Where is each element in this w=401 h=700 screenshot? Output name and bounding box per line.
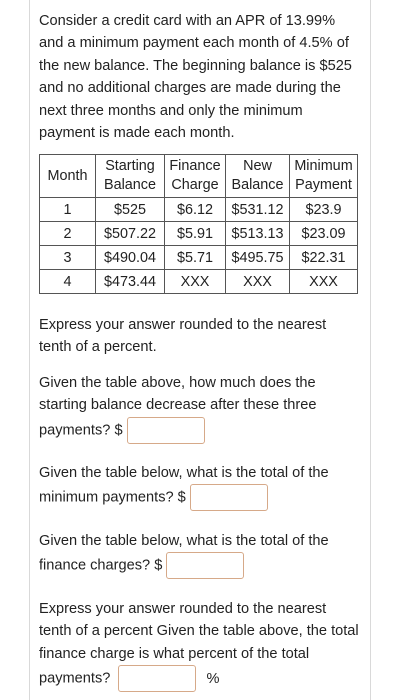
problem-intro: Consider a credit card with an APR of 13.99% and a minimum payment each month of 4.5% of the new balance. The beginning balance is $525 and no additional charges are made during the next three months and only the minimum payment is made each month. <box>39 13 352 142</box>
percent-sign: % <box>206 670 220 687</box>
question-text: Express your answer rounded to the nearest tenth of a percent Given the table above, the total finance charge is what percent of the total payments? <box>39 601 359 687</box>
header-finance-charge: Finance Charge <box>165 155 226 198</box>
table-row <box>40 198 358 222</box>
question-finance-percent <box>39 598 359 692</box>
table-cell: $23.9 <box>290 198 358 222</box>
question-minimum-payments <box>39 462 359 511</box>
header-new-balance: New Balance <box>226 155 290 198</box>
table-cell: $507.22 <box>96 222 165 246</box>
table-cell: $6.12 <box>165 198 226 222</box>
table-cell: 2 <box>40 222 96 246</box>
table-cell: XXX <box>165 270 226 294</box>
table-cell: $525 <box>96 198 165 222</box>
question-finance-charges <box>39 530 359 579</box>
header-month: Month <box>40 155 96 198</box>
payment-table <box>39 154 358 294</box>
table-row <box>40 246 358 270</box>
table-cell: $531.12 <box>226 198 290 222</box>
table-cell: $5.91 <box>165 222 226 246</box>
question-text: Given the table below, what is the total of the minimum payments? $ <box>39 465 329 506</box>
table-cell: $473.44 <box>96 270 165 294</box>
table-cell: $490.04 <box>96 246 165 270</box>
header-starting-balance: Starting Balance <box>96 155 165 198</box>
table-cell: $23.09 <box>290 222 358 246</box>
table-cell: 4 <box>40 270 96 294</box>
table-cell: $5.71 <box>165 246 226 270</box>
table-cell: 3 <box>40 246 96 270</box>
finance-charge-percent-input[interactable] <box>118 665 196 692</box>
finance-charges-total-input[interactable] <box>166 552 244 579</box>
rounding-instruction: Express your answer rounded to the nearest tenth of a percent. <box>39 317 327 356</box>
question-text: Given the table below, what is the total of the finance charges? $ <box>39 533 329 574</box>
table-header-row <box>40 155 358 198</box>
question-balance-decrease <box>39 372 359 444</box>
table-cell: $513.13 <box>226 222 290 246</box>
table-row <box>40 270 358 294</box>
table-cell: $495.75 <box>226 246 290 270</box>
header-minimum-payment: Minimum Payment <box>290 155 358 198</box>
table-row <box>40 222 358 246</box>
problem-intro-block <box>39 10 359 144</box>
table-cell: XXX <box>226 270 290 294</box>
table-cell: 1 <box>40 198 96 222</box>
balance-decrease-input[interactable] <box>127 417 205 444</box>
minimum-payments-total-input[interactable] <box>190 484 268 511</box>
question-text: Given the table above, how much does the starting balance decrease after these three payments? $ <box>39 375 317 439</box>
table-cell: XXX <box>290 270 358 294</box>
table-cell: $22.31 <box>290 246 358 270</box>
